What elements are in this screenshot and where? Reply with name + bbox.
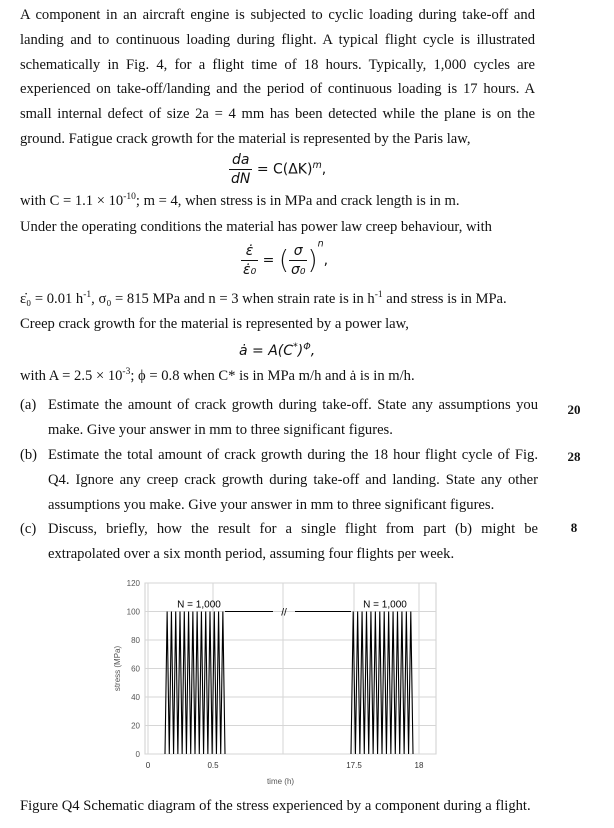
creep-constants: ε̇₀ = 0.01 $h^{-1}$, σ₀ = 815 MPa and n = 3 when strain rate is in $h^{-1}$ and stress is in MPa. <box>20 290 507 307</box>
marks-b: 28 <box>567 449 581 464</box>
marks-a: 20 <box>567 402 581 417</box>
y-axis-label: stress (MPa) <box>113 645 122 692</box>
paris-den: dN <box>231 171 251 187</box>
x-tick-label: 17.5 <box>346 761 362 770</box>
x-tick-label: 18 <box>414 761 424 770</box>
figure-caption: Figure Q4 Schematic diagram of the stress experienced by a component during a flight. <box>20 798 531 814</box>
creep-law-equation: $\frac{\varepsiloṅ}{\text{ε̇₀}}$ = ( $\frac{\sigma}{\text{σ₀}}$ )$^n$, <box>243 238 329 278</box>
paris-exp: m <box>312 159 322 171</box>
axis-break-mark: // <box>281 607 287 619</box>
y-tick-label: 40 <box>131 693 140 702</box>
paris-tail: , <box>321 161 327 178</box>
paris-law-equation <box>229 151 326 188</box>
paris-rhs: = C(ΔK) <box>256 161 313 178</box>
y-tick-label: 0 <box>135 750 140 759</box>
annotation-takeoff: N = 1,000 <box>177 599 221 611</box>
y-tick-label: 80 <box>131 636 140 645</box>
creep-growth-equation: ȧ = $A(C^*)^\Phi$, <box>239 341 316 359</box>
y-tick-label: 120 <box>126 579 140 588</box>
x-tick-label: 0 <box>145 761 151 770</box>
y-tick-label: 60 <box>131 664 140 674</box>
document-page: A component in an aircraft engine is subjected to cyclic loading during take-off and landing and to continuous loading during flight. A typical flight cycle is illustrated schematically in Fig. 4, for a flight time of 18 hours. Typically, 1,000 cycles are experienced on take-off/landing and the period of continuous loading is 17 hours. A small internal defect of size 2a = 4 mm has been detected while the plane is on the ground. Fatigue crack growth for the material is represented by the Paris law, $\frac{da}{dN}$ = $C(\Delta K)^m$, with $C = 1.1 \times 10^{-10}$; m = 4, when stress is in MPa and crack length is in m. Under the operating conditions the material has power law creep behaviour, with $\frac{\varepsiloṅ}{\text{ε̇₀}}$ = ( $\frac{\sigma}{\text{σ₀}}$ )$^n$, ε̇₀ = 0.01 $h^{-1}$, σ₀ = 815 MPa and n = 3 when strain rate is in $h^{-1}$ and stress is in MPa. Creep crack growth for the material is represented by a power law, ȧ = $A(C^*)^\Phi$, with $A = 2.5 \times 10^{-3}$; ϕ = 0.8 when C* is in MPa m/h and ȧ is in m/h. (a) Estimate the amount of crack growth during take-off. State any assumptions you make. Give your answer in mm to three significant figures. 20 (b) Estimate the total amount of crack growth during the 18 hour flight cycle of Fig. Q4. Ignore any creep crack growth during take-off and landing. State any other assumptions you make. Give your answer in mm to three significant figures. 28 (c) Discuss, briefly, how the result for a single flight from part (b) might be extrapolated over a six month period, assuming four flights per week. 8 0 20 40 60 80 100 120 0 0.5 17.5 18 stress (MPa) time (h) // N = 1,000 N = 1,000 Figure Q4 Schematic diagram of the stress experienced by a component during a flight. <box>0 0 614 828</box>
y-tick-label: 100 <box>126 607 140 617</box>
x-axis-label: time (h) <box>266 777 295 786</box>
y-tick-label: 20 <box>131 721 140 731</box>
creep-growth-constants: with $A = 2.5 \times 10^{-3}$; ϕ = 0.8 when C* is in MPa m/h and ȧ is in m/h. <box>20 367 415 384</box>
marks-c: 8 <box>570 520 578 535</box>
annotation-landing: N = 1,000 <box>363 599 407 611</box>
creep-growth-intro: Creep crack growth for the material is represented by a power law, <box>20 316 409 332</box>
paris-constants: with $C = 1.1 \times 10^{-10}$; m = 4, when stress is in MPa and crack length is in m. <box>20 192 460 209</box>
creep-intro: Under the operating conditions the material has power law creep behaviour, with <box>20 219 492 235</box>
x-tick-label: 0.5 <box>207 761 219 770</box>
intro-paragraph: A component in an aircraft engine is subjected to cyclic loading during take-off and landing and to continuous loading during flight. A typical flight cycle is illustrated schematically in Fig. 4, for a flight time of 18 hours. Typically, 1,000 cycles are experienced on take-off/landing and the period of continuous loading is 17 hours. A small internal defect of size 2a = 4 mm has been detected while the plane is on the ground. Fatigue crack growth for the material is represented by the Paris law, <box>20 7 535 147</box>
paris-num: da <box>229 151 252 170</box>
stress-time-chart <box>108 572 448 790</box>
